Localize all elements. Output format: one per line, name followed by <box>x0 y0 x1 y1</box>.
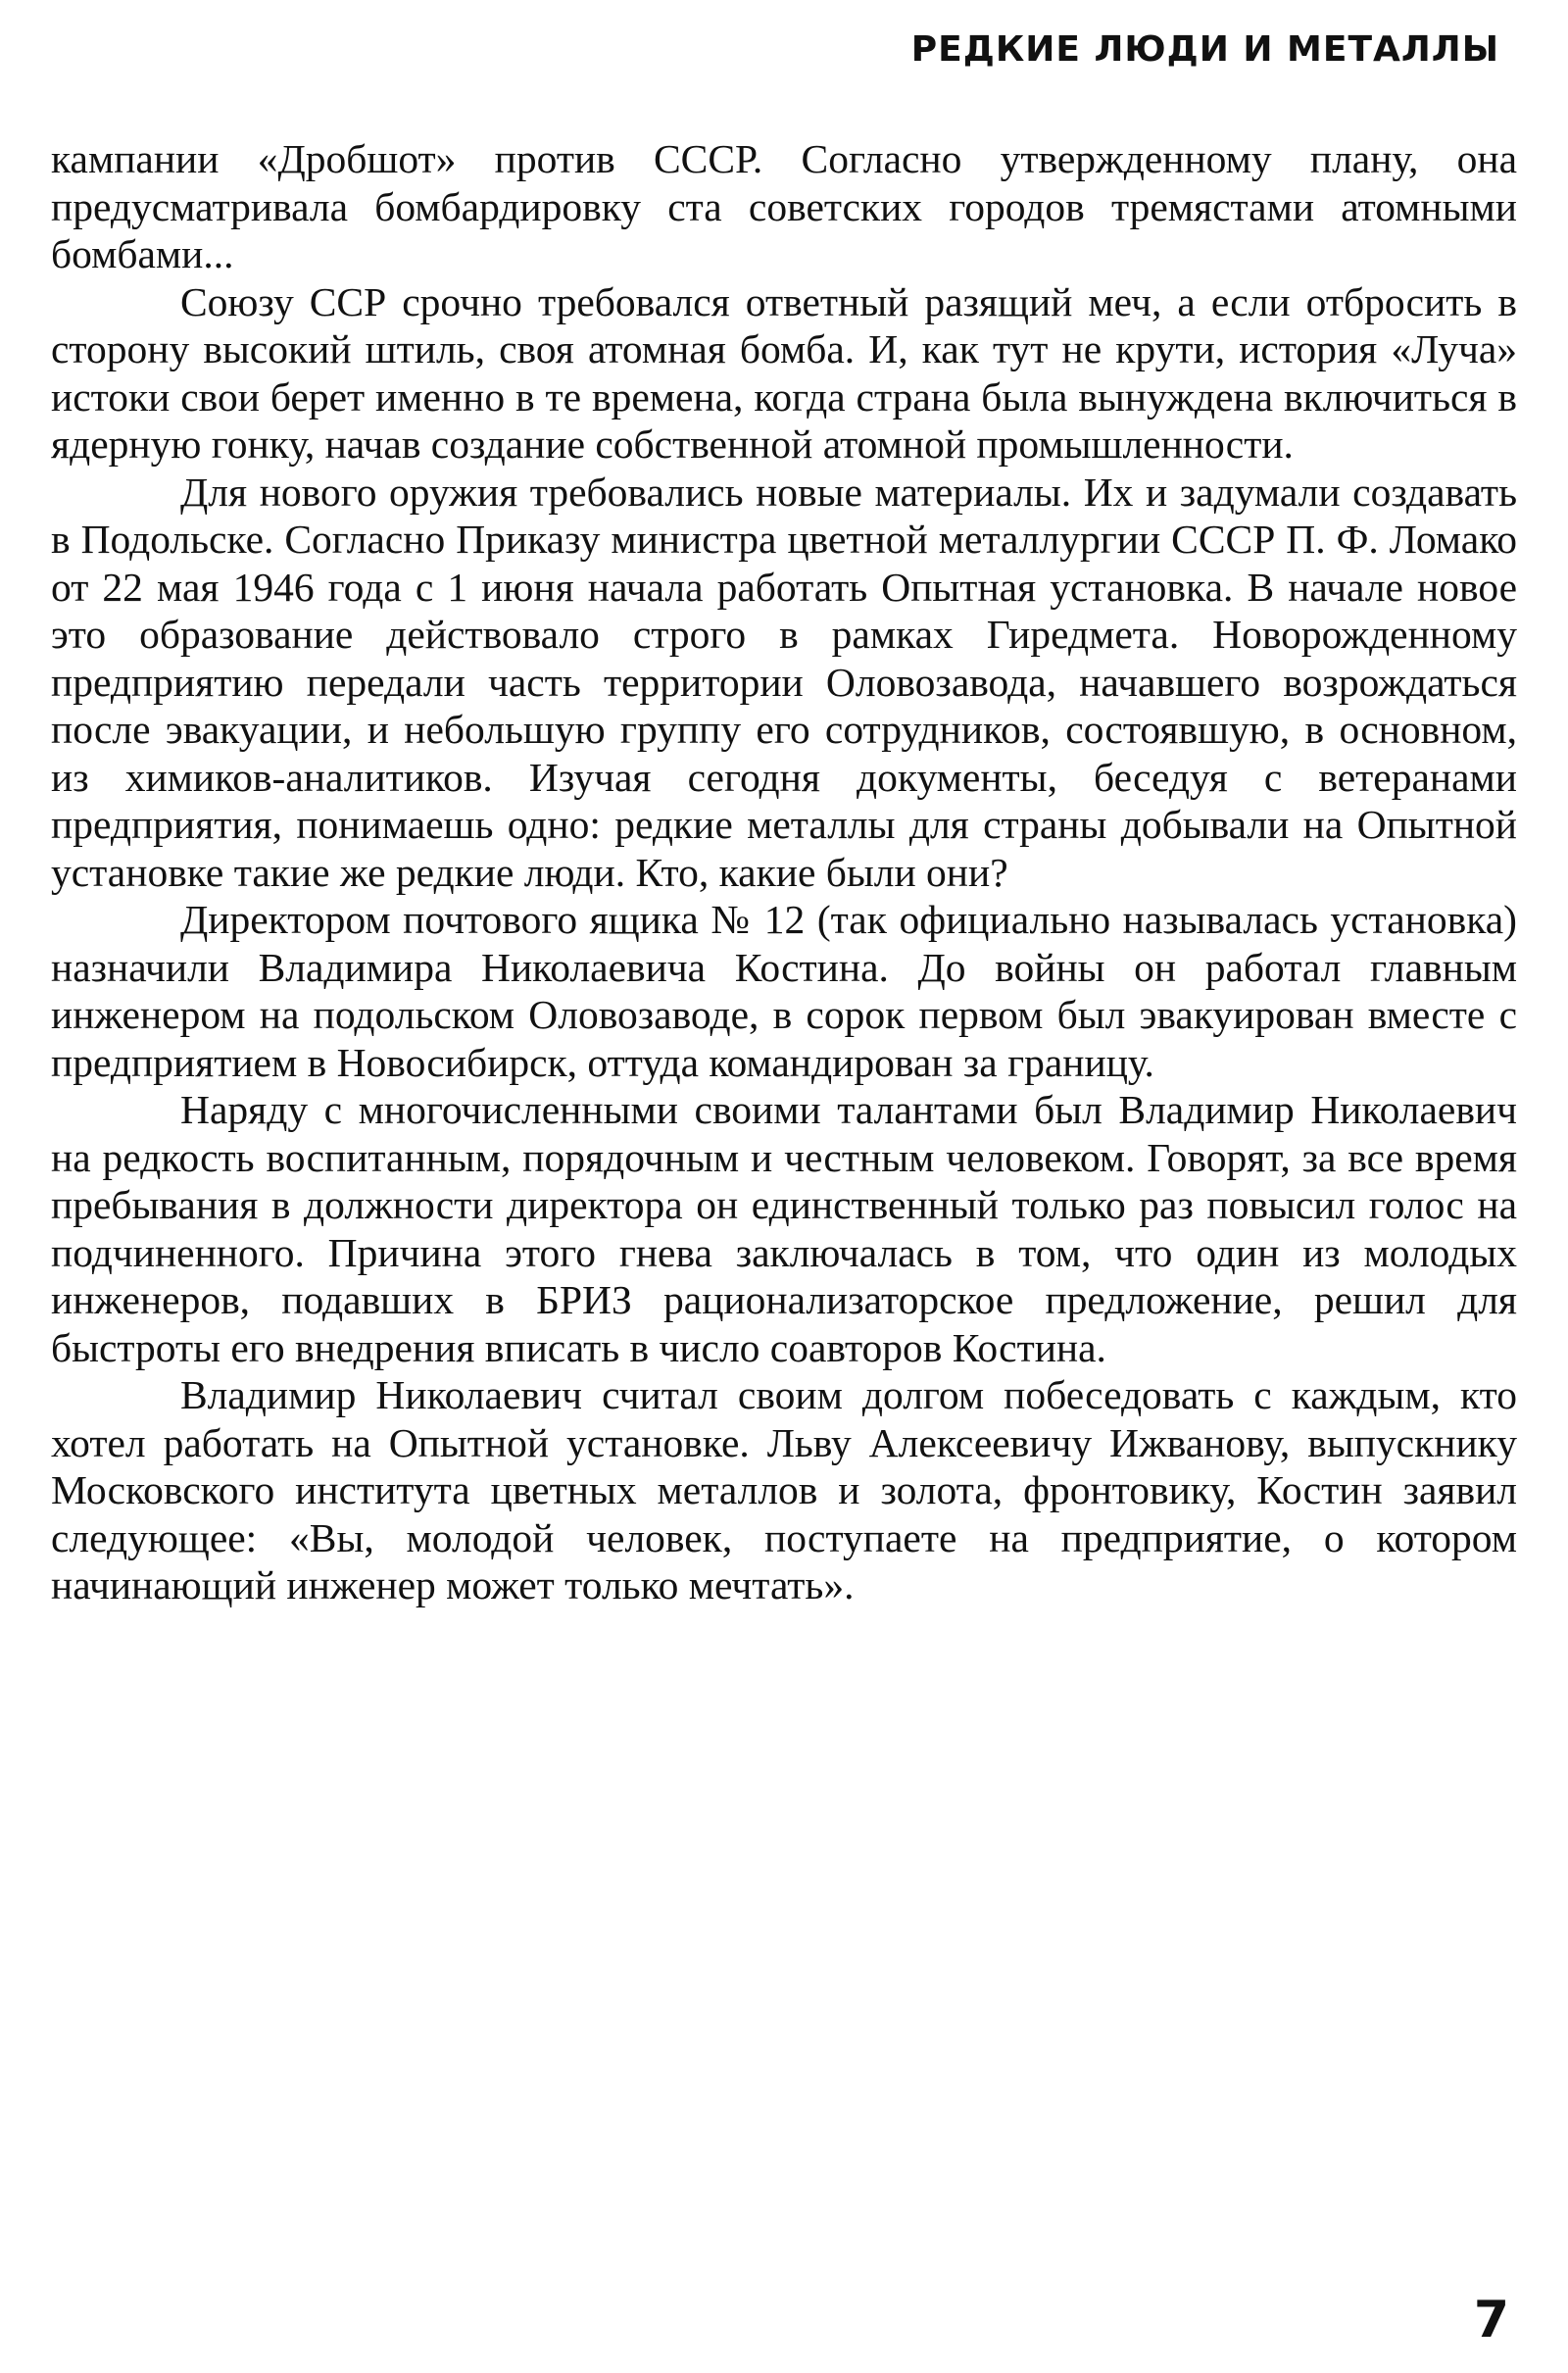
paragraph-2: Союзу ССР срочно требовался ответный разящий меч, а если отбросить в сторону высокий штиль, своя атомная бомба. И, как тут не крути, история «Луча» истоки свои берет именно в те времена, когда страна была вынуждена включиться в ядерную гонку, начав создание собственной атомной промышленности. <box>51 278 1517 467</box>
page-number: 7 <box>1473 2291 1509 2349</box>
paragraph-1: кампании «Дробшот» против СССР. Согласно утвержденному плану, она предусматривала бомбардировку ста советских городов тремястами атомными бомбами... <box>51 136 1517 276</box>
page-body <box>51 135 1517 1609</box>
paragraph-4: Директором почтового ящика № 12 (так официально называлась установка) назначили Владимира Николаевича Костина. До войны он работал главным инженером на подольском Оловозаводе, в сорок первом был эвакуирован вместе с предприятием в Новосибирск, оттуда командирован за границу. <box>51 897 1517 1085</box>
paragraph-5: Наряду с многочисленными своими талантами был Владимир Николаевич на редкость воспитанным, порядочным и честным человеком. Говорят, за все время пребывания в должности директора он единственный только раз повысил голос на подчиненного. Причина этого гнева заключалась в том, что один из молодых инженеров, подавших в БРИЗ рационализаторское предложение, решил для быстроты его внедрения вписать в число соавторов Костина. <box>51 1087 1517 1370</box>
running-head: РЕДКИЕ ЛЮДИ И МЕТАЛЛЫ <box>910 29 1499 70</box>
paragraph-3: Для нового оружия требовались новые материалы. Их и задумали создавать в Подольске. Согласно Приказу министра цветной металлургии СССР П. Ф. Ломако от 22 мая 1946 года с 1 июня начала работать Опытная установка. В начале новое это образование действовало строго в рамках Гиредмета. Новорожденному предприятию передали часть территории Оловозавода, начавшего возрождаться после эвакуации, и небольшую группу его сотрудников, состоявшую, в основном, из химиков-аналитиков. Изучая сегодня документы, беседуя с ветеранами предприятия, понимаешь одно: редкие металлы для страны добывали на Опытной установке такие же редкие люди. Кто, какие были они? <box>51 469 1517 895</box>
paragraph-6: Владимир Николаевич считал своим долгом побеседовать с каждым, кто хотел работать на Опытной установке. Льву Алексеевичу Ижванову, выпускнику Московского института цветных металлов и золота, фронтовику, Костин заявил следующее: «Вы, молодой человек, поступаете на предприятие, о котором начинающий инженер может только мечтать». <box>51 1372 1517 1607</box>
